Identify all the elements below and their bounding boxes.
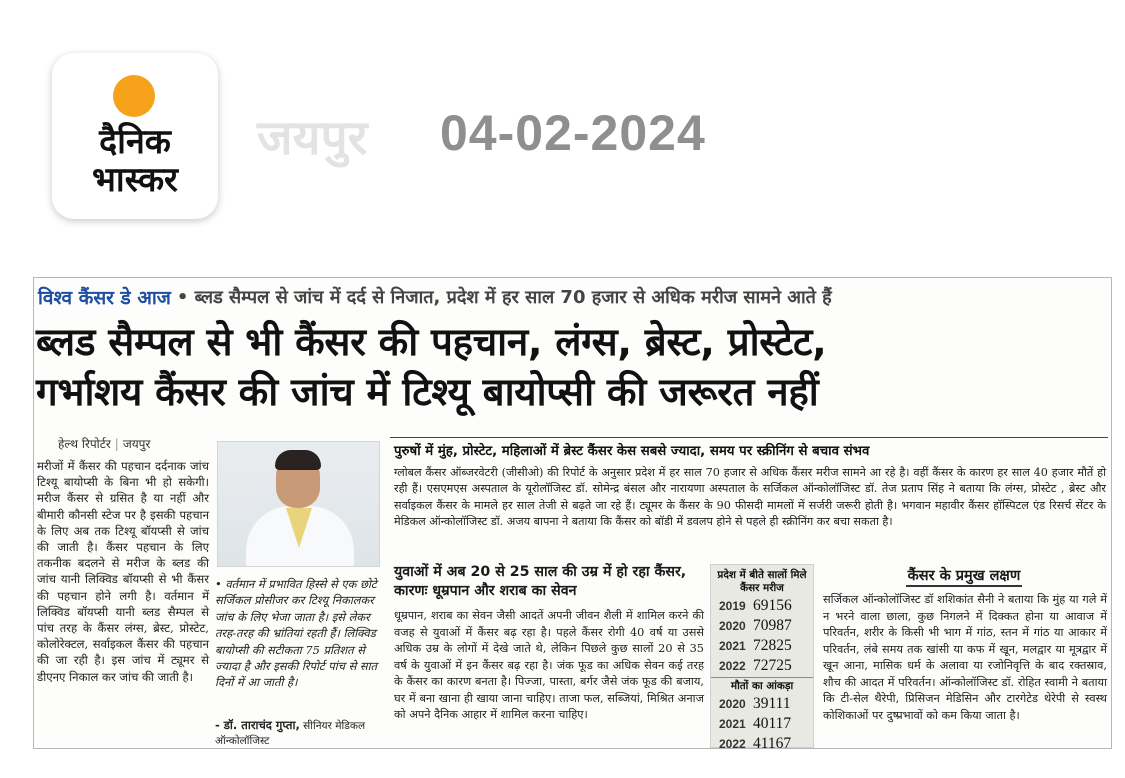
youth-cancer-text: धूम्रपान, शराब का सेवन जैसी आदतें अपनी जीवन शैली में शामिल करने की वजह से युवाओं में कैंसर बढ़ रहा है। पहले कैंसर रोगी 40 वर्ष या उससे अधिक उम्र के लोगों में देखे जाते थे, लेकिन पिछले कुछ सालों 20 से 35 वर्ष के युवाओं में इन कैंसर बढ़ रहा है। जंक फूड का अधिक सेवन कई तरह के कैंसर का कारण बनता है। पिज्जा, पास्ता, बर्गर जैसे जंक फूड की बजाय, घर में बना खाना ही खाया जाना चाहिए। ताजा फल, सब्जियां, मिश्रित अनाज को अपने दैनिक आहार में शामिल करना चाहिए। xyxy=(394,609,704,721)
intro-paragraph xyxy=(394,465,1106,531)
headline-line-2: गर्भाशय कैंसर की जांच में टिश्यू बायोप्सी की जरूरत नहीं xyxy=(36,370,819,415)
sun-icon xyxy=(113,75,155,117)
stat-value: 41167 xyxy=(753,735,792,752)
headline-line-1: ब्लड सैम्पल से भी कैंसर की पहचान, लंग्स, ब्रेस्ट, प्रोस्टेट, xyxy=(36,320,827,365)
stat-value: 70987 xyxy=(753,617,792,634)
kicker-tag: विश्व कैंसर डे आज xyxy=(38,287,171,309)
stat-year: 2020 xyxy=(719,697,746,711)
symptoms-text: सर्जिकल ऑन्कोलॉजिस्ट डॉ शशिकांत सैनी ने बताया कि मुंह या गले में न भरने वाला छाला, कुछ निगलने में दिक्कत होना या आवाज में परिवर्तन, शरीर के किसी भी भाग में गांठ, स्तन में गांठ या आकार में परिवर्तन, लंबे समय तक खांसी या कफ में खून, मलद्वार या मूत्रद्वार में खून आना, मासिक धर्म के अलावा या रजोनिवृत्ति के बाद रक्तस्राव, शौच की आदत में परिवर्तन। ऑन्कोलॉजिस्ट डॉ. रोहित स्वामी ने बताया कि टी-सेल थैरेपी, प्रिसिजन मेडिसिन और टारगेटेड थेरेपी से स्वस्थ कोशिकाओं पर दुष्प्रभावों को कम किया जाता है। xyxy=(823,593,1107,722)
section-rule xyxy=(390,437,1108,438)
deaths-stat-list xyxy=(711,693,813,753)
byline-city: जयपुर xyxy=(122,437,151,451)
patients-stat-list xyxy=(711,595,813,675)
patients-stat-title: प्रदेश में बीते सालों मिले कैंसर मरीज xyxy=(717,569,807,594)
stat-row xyxy=(711,693,813,713)
stat-year: 2020 xyxy=(719,619,746,633)
stat-value: 72825 xyxy=(753,637,792,654)
edition-date: 04-02-2024 xyxy=(440,105,706,161)
caption-author xyxy=(215,718,385,749)
statistics-box xyxy=(710,564,814,752)
logo-wordmark-line2: भास्कर xyxy=(92,160,178,200)
caption-author-name: - डॉ. ताराचंद गुप्ता, xyxy=(215,718,300,732)
stat-row xyxy=(711,615,813,635)
column-1-text: मरीजों में कैंसर की पहचान दर्दनाक जांच टिश्यू बायोप्सी के बिना भी हो सकेगी। मरीज कैंसर से ग्रसित है या नहीं और बीमारी कौनसी स्टेज पर है इसकी पहचान के लिए अब तक टिश्यू बॉयप्सी से जांच की जाती है। कैंसर पहचान के लिए तकनीक बदलने से मरीज के ब्लड की जांच यानी लिक्विड बॉयप्सी से भी कैंसर की पहचान होने लगी है। वर्तमान में लिक्विड बॉयप्सी यानी ब्लड सैम्पल से पांच तरह के कैंसर लंग्स, ब्रेस्ट, प्रोस्टेट, कोलोरेक्टल, सर्वाइकल कैंसर की पहचान की जा रही है। इस जांच में ट्यूमर से डीएनए निकाल कर जांच की जाती है। xyxy=(37,459,209,684)
stat-year: 2021 xyxy=(719,639,746,653)
doctor-photo xyxy=(217,441,380,567)
stat-year: 2022 xyxy=(719,659,746,673)
stat-year: 2019 xyxy=(719,599,746,613)
deaths-stat-title: मौतों का आंकड़ा xyxy=(711,677,813,693)
stat-year: 2022 xyxy=(719,737,746,751)
newspaper-clipping xyxy=(33,277,1112,752)
kicker-text: • ब्लड सैम्पल से जांच में दर्द से निजात, प्रदेश में हर साल 70 हजार से अधिक मरीज सामने आते हैं xyxy=(176,287,832,308)
symptoms-heading xyxy=(824,565,1104,585)
logo-wordmark-line1: दैनिक xyxy=(99,122,171,162)
byline-desk: हेल्थ रिपोर्टर xyxy=(58,437,111,451)
stat-row xyxy=(711,595,813,615)
intro-text: ग्लोबल कैंसर ऑब्जरवेटरी (जीसीओ) की रिपोर्ट के अनुसार प्रदेश में हर साल 70 हजार से अधिक कैंसर मरीज सामने आ रहे है। वहीं कैंसर के कारण हर साल 40 हजार मौतें हो रही हैं। एसएमएस अस्पताल के यूरोलॉजिस्ट डॉ. सोमेन्द्र बंसल और नारायणा अस्पताल के सर्जिकल ऑन्कोलॉजिस्ट डॉ. तेज प्रताप सिंह ने बताया कि लंग्स, प्रोस्टेट , ब्रेस्ट और सर्वाइकल कैंसर के मामले हर साल तेजी से बढ़ते जा रहे हैं। ट्यूमर के कैंसर के 90 फीसदी मामलों में सर्जरी जरूरी होती है। भगवान महावीर कैंसर हॉस्पिटल एंड रिसर्च सेंटर के मेडिकल ऑन्कोलॉजिस्ट डॉ. अजय बापना ने बताया कि कैंसर को बॉडी में डवलप होने से पहले ही स्क्रीनिंग कर बचा सकता है। xyxy=(394,466,1106,529)
symptoms-heading-text: कैंसर के प्रमुख लक्षण xyxy=(906,568,1023,587)
caption-author-role: सीनियर मेडिकल ऑन्कोलॉजिस्ट xyxy=(215,720,366,747)
column-1 xyxy=(37,458,209,685)
stat-value: 69156 xyxy=(753,597,792,614)
stat-row xyxy=(711,635,813,655)
youth-cancer-column xyxy=(394,608,704,724)
subheadline: पुरुषों में मुंह, प्रोस्टेट, महिलाओं में ब्रेस्ट कैंसर केस सबसे ज्यादा, समय पर स्क्रीनिंग से बचाव संभव xyxy=(394,444,870,459)
edition-city: जयपुर xyxy=(257,110,368,166)
symptoms-column xyxy=(823,592,1107,724)
stat-row xyxy=(711,733,813,753)
stat-value: 40117 xyxy=(753,715,792,732)
dainik-bhaskar-logo xyxy=(52,53,218,219)
stat-value: 72725 xyxy=(753,657,792,674)
stat-year: 2021 xyxy=(719,717,746,731)
photo-caption: • वर्तमान में प्रभावित हिस्से से एक छोटे सर्जिकल प्रोसीजर कर टिश्यू निकालकर जांच के लिए भेजा जाता है। इसे लेकर तरह-तरह की भ्रांतियां रहती हैं। लिक्विड बायोप्सी की सटीकता 75 प्रतिशत से ज्यादा है और इसकी रिपोर्ट पांच से सात दिनों में आ जाती है। xyxy=(215,577,378,690)
stat-value: 39111 xyxy=(753,695,791,712)
kicker-row xyxy=(38,284,1108,314)
byline: हेल्थ रिपोर्टर | जयपुर xyxy=(58,437,151,451)
stat-row xyxy=(711,655,813,675)
youth-cancer-heading: युवाओं में अब 20 से 25 साल की उम्र में हो रहा कैंसर, कारणः धूम्रपान और शराब का सेवन xyxy=(394,564,687,599)
stat-row xyxy=(711,713,813,733)
